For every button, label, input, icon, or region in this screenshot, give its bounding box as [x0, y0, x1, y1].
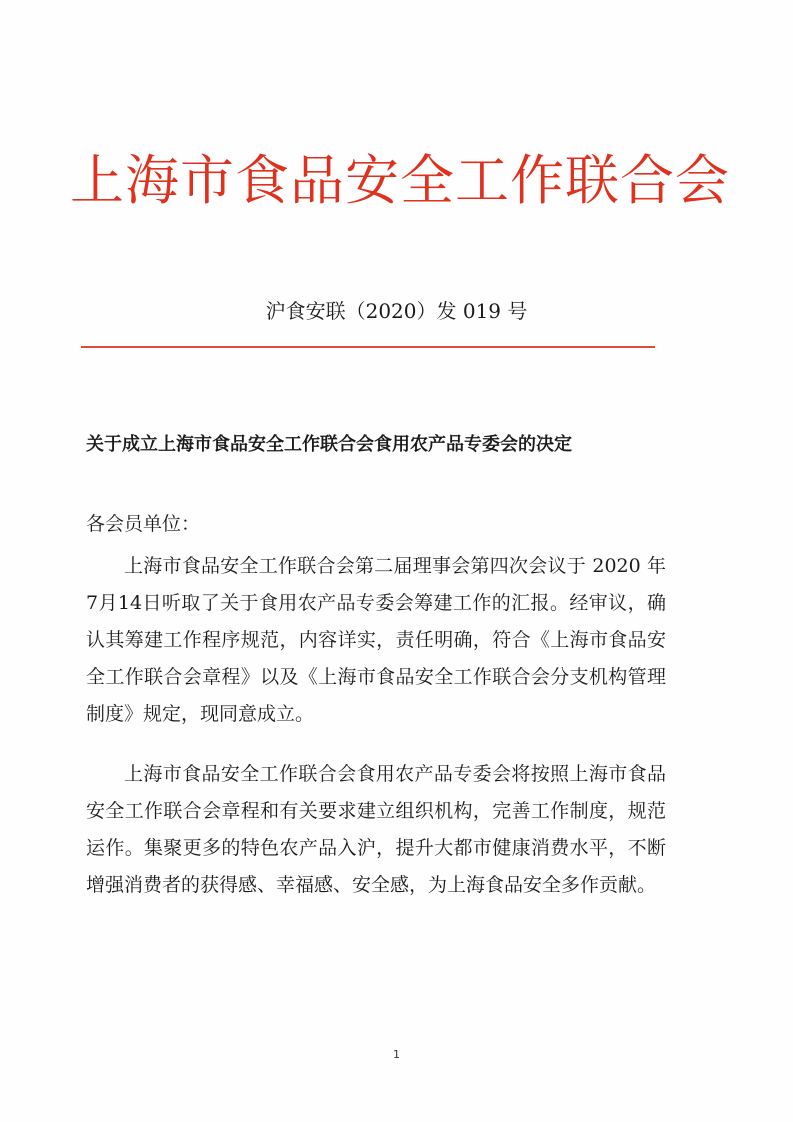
document-heading: 关于成立上海市食品安全工作联合会食用农产品专委会的决定 [86, 434, 572, 455]
page-number: 1 [393, 1048, 400, 1061]
organization-title: 上海市食品安全工作联合会 [70, 149, 730, 212]
document-number: 沪食安联（2020）发 019 号 [265, 299, 528, 323]
header-divider [81, 346, 655, 348]
body-paragraph-2-block [86, 756, 666, 904]
body-paragraph-1-block [86, 548, 666, 733]
salutation: 各会员单位： [86, 513, 201, 535]
body-paragraph: 上海市食品安全工作联合会第二届理事会第四次会议于 2020 年7月14日听取了关于食用农产品专委会筹建工作的汇报。经审议，确认其筹建工作程序规范，内容详实，责任明确，符合《上海市食品安全工作联合会章程》以及《上海市食品安全工作联合会分支机构管理制度》规定，现同意成立。 [86, 555, 666, 725]
body-paragraph: 上海市食品安全工作联合会食用农产品专委会将按照上海市食品安全工作联合会章程和有关要求建立组织机构，完善工作制度，规范运作。集聚更多的特色农产品入沪，提升大都市健康消费水平，不断增强消费者的获得感、幸福感、安全感，为上海食品安全多作贡献。 [86, 763, 666, 896]
